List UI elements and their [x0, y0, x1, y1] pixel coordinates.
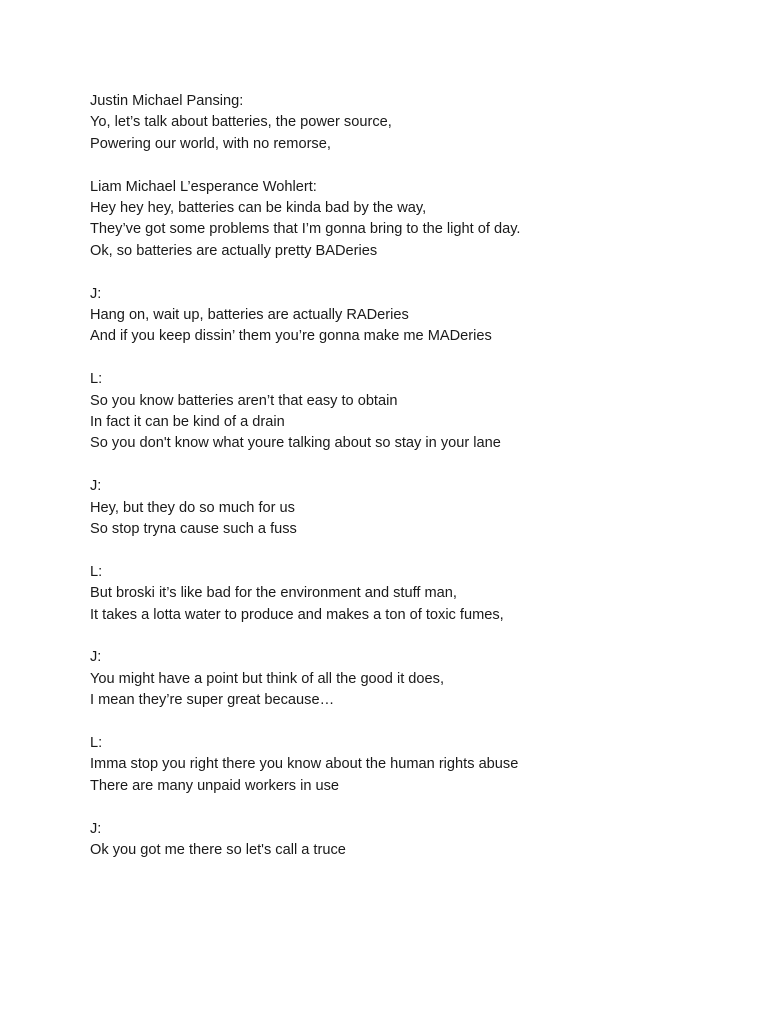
lyric-line: So stop tryna cause such a fuss — [90, 521, 297, 538]
lyric-line: But broski it’s like bad for the environment and stuff man, — [90, 585, 457, 602]
lyric-line: Hey, but they do so much for us — [90, 499, 295, 516]
stanza — [90, 284, 730, 348]
stanza — [90, 562, 730, 626]
lyric-line: And if you keep dissin’ them you’re gonna make me MADeries — [90, 328, 492, 345]
stanza — [90, 91, 730, 155]
stanza — [90, 647, 730, 711]
speaker-name: L: — [90, 563, 103, 580]
lyric-line: Hey hey hey, batteries can be kinda bad by the way, — [90, 200, 427, 217]
lyric-line: Ok, so batteries are actually pretty BADeries — [90, 242, 378, 259]
lyric-line: Ok you got me there so let's call a truce — [90, 842, 346, 859]
speaker-name: J: — [90, 649, 102, 666]
speaker-name: Liam Michael L’esperance Wohlert: — [90, 178, 317, 195]
lyric-line: So you don't know what youre talking about so stay in your lane — [90, 435, 501, 452]
lyric-line: So you know batteries aren’t that easy to obtain — [90, 392, 398, 409]
lyric-line: You might have a point but think of all the good it does, — [90, 670, 445, 687]
stanza — [90, 369, 730, 455]
lyric-line: It takes a lotta water to produce and makes a ton of toxic fumes, — [90, 606, 504, 623]
stanza — [90, 733, 730, 797]
lyric-line: Yo, let’s talk about batteries, the power source, — [90, 114, 392, 131]
lyric-line: There are many unpaid workers in use — [90, 777, 340, 794]
lyric-line: Hang on, wait up, batteries are actually RADeries — [90, 307, 409, 324]
speaker-name: L: — [90, 735, 103, 752]
speaker-name: J: — [90, 285, 102, 302]
speaker-name: Justin Michael Pansing: — [90, 93, 244, 109]
lyric-line: In fact it can be kind of a drain — [90, 414, 285, 431]
speaker-name: J: — [90, 478, 102, 495]
stanza — [90, 819, 730, 862]
speaker-name: L: — [90, 371, 103, 388]
lyric-line: Powering our world, with no remorse, — [90, 135, 331, 152]
lyrics-body — [90, 91, 730, 883]
lyric-line: Imma stop you right there you know about the human rights abuse — [90, 756, 519, 773]
lyric-line: They’ve got some problems that I’m gonna bring to the light of day. — [90, 221, 521, 238]
lyric-line: I mean they’re super great because… — [90, 692, 335, 709]
stanza — [90, 476, 730, 540]
stanza — [90, 177, 730, 263]
speaker-name: J: — [90, 820, 102, 837]
